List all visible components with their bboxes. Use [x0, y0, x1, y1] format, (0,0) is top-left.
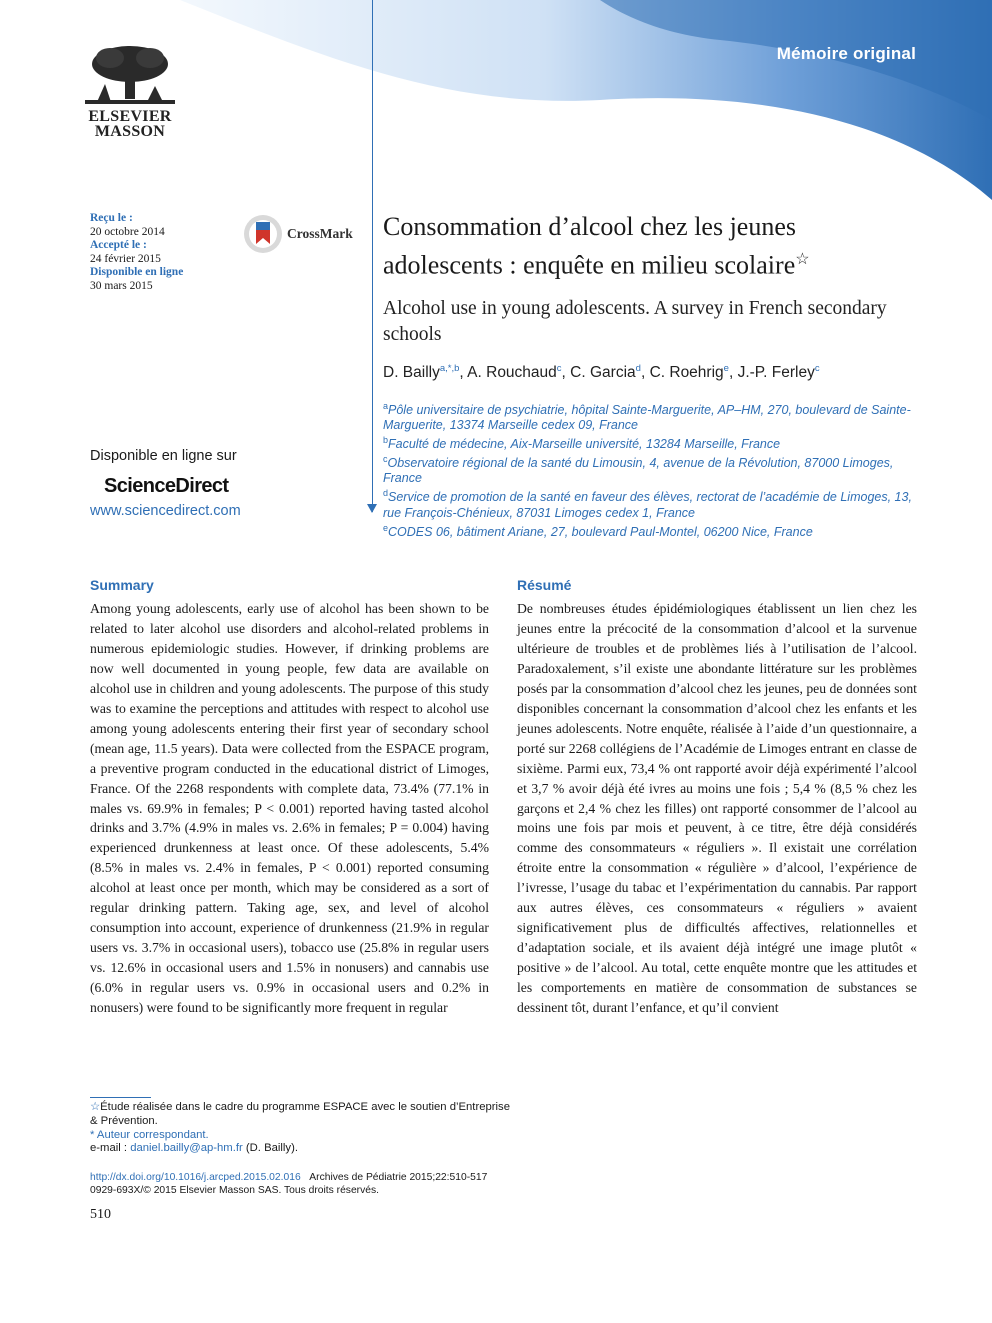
online-label: Disponible en ligne [90, 266, 184, 278]
footnote-rule [90, 1097, 151, 1098]
article-dates [90, 212, 183, 293]
funding-footnote [90, 1101, 510, 1129]
article-title-text: Consommation d’alcool chez les jeunes adolescents : enquête en milieu scolaire [383, 212, 797, 280]
journal-reference: Archives de Pédiatrie 2015;22:510-517 [309, 1172, 488, 1183]
affiliation-text: Observatoire régional de la santé du Limousin, 4, avenue de la Révolution, 87000 Limoges, France [383, 456, 894, 486]
resume-text: De nombreuses études épidémiologiques établissent un lien chez les jeunes entre la précocité de la consommation d’alcool et la survenue ultérieure de troubles et de problèmes liés à l’utilisation de l’alcool. Paradoxalement, s’il existe une abondante littérature sur les problèmes posés par la consommation d’alcool chez les jeunes, peu de données sont disponibles concernant la consommation d’alcool chez les enfants et les jeunes adolescents. Notre enquête, réalisée à l’aide d’un questionnaire, a porté sur 2268 collégiens de l’Académie de Limoges entrant en classe de sixième. Parmi eux, 73,4 % ont rapporté avoir déjà expérimenté l’alcool et 3,7 % avoir déjà été ivres au moins une fois ; 5,4 % (8,5 % chez les garçons et 2,4 % chez les filles) ont rapporté consommer de l’alcool au moins une fois par mois et peuvent, à ce titre, être déjà considérés comme des consommateurs « réguliers ». Il existait une corrélation étroite entre la consommation « régulière » d’alcool, l’expérience de l’ivresse, l’usage du tabac et l’expérimentation du cannabis. Par rapport aux autres élèves, ces consommateurs « réguliers » avaient significativement plus de difficultés affectives, relationnelles et d’adaptation sociale, et ils avaient déjà intégré une image plutôt « positive » de l’alcool. Au total, cette enquête montre que les attitudes et les comportements en matière de consommation de substances se dessinent tôt, durant l’enfance, et qu’il convient [517, 601, 917, 1016]
article-subtitle: Alcohol use in young adolescents. A survey in French secondary schools [383, 298, 887, 345]
author-name: J.-P. Ferley [737, 364, 815, 382]
funding-footnote-text: Étude réalisée dans le cadre du programme ESPACE avec le soutien d’Entreprise & Prévention. [90, 1101, 510, 1127]
affiliation-key: d [383, 488, 389, 499]
affiliation-list [383, 399, 923, 540]
accepted-date: 24 février 2015 [90, 252, 161, 265]
title-star-icon[interactable]: ☆ [795, 251, 810, 268]
sciencedirect-link[interactable]: www.sciencedirect.com [90, 503, 241, 519]
author-separator: , [728, 364, 738, 382]
author-affiliation-marker[interactable]: c [814, 363, 820, 374]
author-name: D. Bailly [383, 364, 440, 382]
availability-text: Disponible en ligne sur [90, 448, 237, 464]
elsevier-tree-icon [85, 44, 175, 104]
received-label: Reçu le : [90, 212, 133, 224]
footnotes [90, 1101, 510, 1156]
vertical-divider [372, 0, 373, 512]
affiliation-key: b [383, 435, 389, 446]
crossmark-badge[interactable] [243, 213, 353, 255]
affiliation-text: CODES 06, bâtiment Ariane, 27, boulevard Paul-Montel, 06200 Nice, France [388, 524, 813, 539]
copyright-line: 0929-693X/© 2015 Elsevier Masson SAS. Tous droits réservés. [90, 1184, 379, 1196]
section-label: Mémoire original [776, 44, 916, 63]
corresponding-author-note: * Auteur correspondant. [90, 1128, 209, 1141]
crossmark-label: CrossMark [287, 226, 353, 241]
page-number: 510 [90, 1207, 111, 1222]
author-name: A. Rouchaud [467, 364, 557, 382]
publisher-name-line1: ELSEVIER [88, 108, 172, 125]
footnote-star-icon: ☆ [90, 1101, 101, 1113]
author-separator: , [640, 364, 650, 382]
sciencedirect-logo[interactable]: ScienceDirect [104, 475, 229, 497]
author-affiliation-marker[interactable]: d [635, 363, 641, 374]
affiliation-item [383, 486, 923, 520]
author-list [383, 363, 943, 382]
affiliation-text: Faculté de médecine, Aix-Marseille université, 13284 Marseille, France [388, 437, 781, 452]
divider-arrow-icon [367, 504, 377, 513]
accepted-label: Accepté le : [90, 239, 147, 251]
affiliation-text: Pôle universitaire de psychiatrie, hôpital Sainte-Marguerite, AP–HM, 270, boulevard de Sainte-Marguerite, 13374 Marseille cedex 09, France [383, 403, 911, 433]
affiliation-item [383, 399, 923, 433]
publisher-name-line2: MASSON [94, 123, 166, 140]
author-name: C. Roehrig [649, 364, 724, 382]
citation-line [90, 1172, 550, 1185]
author-separator: , [561, 364, 571, 382]
online-date: 30 mars 2015 [90, 279, 153, 292]
doi-link[interactable]: http://dx.doi.org/10.1016/j.arcped.2015.02.016 [90, 1172, 301, 1183]
affiliation-item [383, 521, 923, 540]
email-line [90, 1142, 510, 1156]
crossmark-icon [243, 214, 283, 254]
article-title [383, 210, 903, 282]
email-suffix: (D. Bailly). [242, 1142, 298, 1155]
author-affiliation-marker[interactable]: e [723, 363, 729, 374]
affiliation-key: e [383, 522, 389, 533]
publisher-logo[interactable] [84, 44, 176, 154]
affiliation-key: a [383, 401, 389, 411]
email-link[interactable]: daniel.bailly@ap-hm.fr [130, 1142, 243, 1155]
received-date: 20 octobre 2014 [90, 225, 165, 238]
summary-heading: Summary [90, 577, 154, 593]
email-label: e-mail : [90, 1142, 131, 1155]
author-separator: , [459, 364, 468, 382]
citation-block [90, 1172, 550, 1197]
resume-heading: Résumé [517, 577, 572, 593]
affiliation-item [383, 452, 923, 486]
author-name: C. Garcia [570, 364, 636, 382]
affiliation-item [383, 433, 923, 452]
summary-text: Among young adolescents, early use of alcohol has been shown to be related to later alcohol use disorders and alcohol-related problems in numerous epidemiologic studies. However, if drinking problems are now well documented in young people, few data are available on alcohol use in children and young adolescents. The purpose of this study was to examine the perceptions and attitudes with respect to alcohol use among young adolescents entering their first year of secondary school (mean age, 11.5 years). Data were collected from the ESPACE program, a preventive program conducted in the educational district of Limoges, France. Of the 2268 respondents with complete data, 73.4% (77.1% in males vs. 69.9% in females; P < 0.001) reported having tasted alcohol drinks and 3.7% (4.9% in males vs. 2.6% in females; P = 0.004) having experienced drunkenness at least once. Of these adolescents, 5.4% (8.5% in males vs. 2.4% in females, P < 0.001) reported consuming alcohol at least once per month, which may be considered as a sort of regular drinking pattern. Taking age, sex, and level of alcohol consumption into account, experience of drunkenness (21.9% in regular users vs. 3.7% in occasional users), tobacco use (25.8% in regular users vs. 12.6% in occasional users and 1.5% in nonusers) and cannabis use (6.0% in regular users vs. 0.9% in occasional users and 0.2% in nonusers) were found to be significantly more frequent in regular [90, 601, 489, 1016]
author-affiliation-marker[interactable]: a,*,b [439, 363, 460, 374]
affiliation-key: c [383, 454, 388, 465]
affiliation-text: Service de promotion de la santé en faveur des élèves, rectorat de l’académie de Limoges, 13, rue François-Chénieux, 87031 Limoges cedex 1, France [383, 490, 912, 520]
author-affiliation-marker[interactable]: c [556, 363, 562, 374]
